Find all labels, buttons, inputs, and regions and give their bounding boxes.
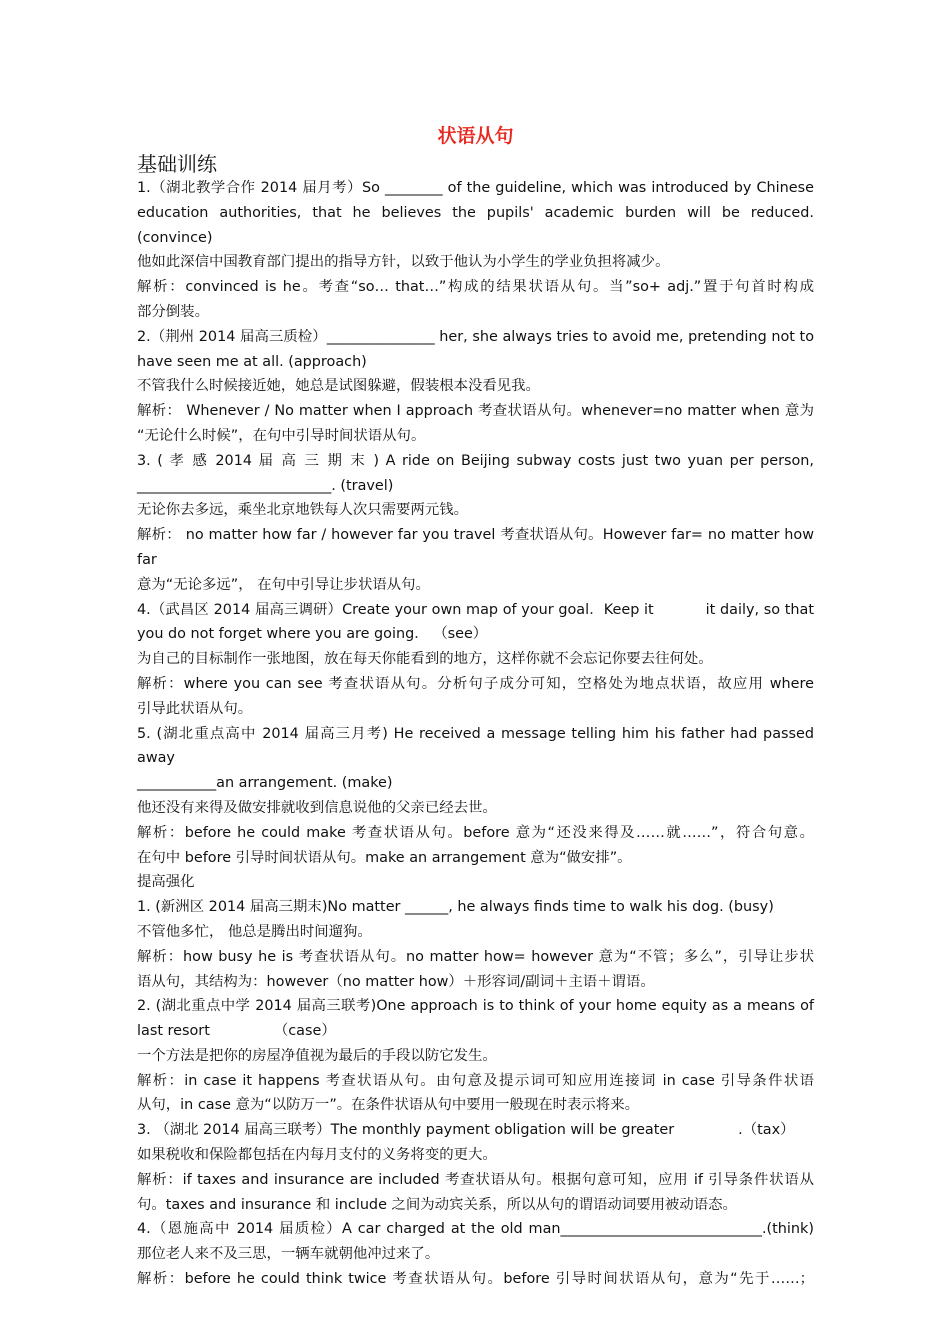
question-text: 2.（荆州 2014 届高三质检）_______________ her, she always tries to avoid me, pretending not to — [137, 328, 814, 345]
question-text-part: 3. （湖北 2014 届高三联考）The monthly payment obligation will be greater — [137, 1122, 675, 1139]
question-text: 2. (湖北重点中学 2014 届高三联考)One approach is to think of your home equity as a means of — [137, 998, 814, 1015]
question-text: 1. (新洲区 2014 届高三期末)No matter ______, he always finds time to walk his dog. (busy) — [137, 899, 774, 916]
answer-analysis: 从句，in case 意为“以防万一”。在条件状语从句中要用一般现在时表示将来。 — [137, 1097, 639, 1114]
answer-analysis: 解析：before he could think twice 考查状语从句。before 引导时间状语从句，意为“先于……； — [137, 1271, 814, 1288]
answer-analysis: 解析：before he could make 考查状语从句。before 意为“还没来得及……就……”，符合句意。 — [137, 824, 814, 841]
question-text: 3. ( 孝 感 2014 届 高 三 期 末 ) A ride on Beijing subway costs just two yuan per person, — [137, 452, 814, 469]
answer-analysis: 解析：convinced is he。考查“so… that…”构成的结果状语从句。当”so+ adj.”置于句首时构成 — [137, 279, 814, 296]
document-page — [137, 118, 814, 1292]
question-text — [137, 598, 814, 623]
answer-analysis: 解析：how busy he is 考查状语从句。no matter how= however 意为“不管；多么”，引导让步状 — [137, 948, 814, 965]
document-title: 状语从句 — [437, 125, 514, 147]
section-heading-advanced: 提高强化 — [137, 874, 195, 891]
question-text-part: .（tax） — [738, 1122, 795, 1139]
translation: 如果税收和保险都包括在内每月支付的义务将变的更大。 — [137, 1147, 497, 1164]
question-text: ___________an arrangement. (make) — [137, 775, 393, 792]
answer-analysis: “无论什么时候”，在句中引导时间状语从句。 — [137, 427, 426, 444]
translation: 他如此深信中国教育部门提出的指导方针，以致于他认为小学生的学业负担将减少。 — [137, 254, 670, 271]
question-text: education authorities, that he believes the pupils' academic burden will be reduced. (convince) — [137, 204, 814, 246]
translation: 那位老人来不及三思，一辆车就朝他冲过来了。 — [137, 1246, 440, 1263]
answer-analysis: 解析： no matter how far / however far you travel 考查状语从句。However far= no matter how far — [137, 527, 814, 568]
translation: 他还没有来得及做安排就收到信息说他的父亲已经去世。 — [137, 799, 497, 816]
question-text: ___________________________. (travel) — [137, 477, 394, 494]
answer-analysis: 解析： Whenever / No matter when I approach 考查状语从句。whenever=no matter when 意为 — [137, 403, 814, 420]
question-text — [137, 1019, 814, 1044]
question-text: 5. (湖北重点高中 2014 届高三月考) He received a message telling him his father had passed away — [137, 725, 814, 767]
translation: 不管我什么时候接近她，她总是试图躲避，假装根本没看见我。 — [137, 378, 540, 395]
section-heading-basic: 基础训练 — [137, 152, 217, 176]
answer-analysis: 在句中 before 引导时间状语从句。make an arrangement 意为“做安排”。 — [137, 849, 632, 866]
question-text — [137, 1118, 814, 1143]
answer-analysis: 解析：where you can see 考查状语从句。分析句子成分可知，空格处为地点状语，故应用 where — [137, 675, 814, 692]
answer-analysis: 解析：if taxes and insurance are included 考查状语从句。根据句意可知，应用 if 引导条件状语从 — [137, 1171, 814, 1188]
answer-analysis: 引导此状语从句。 — [137, 700, 253, 717]
question-text-part: last resort — [137, 1023, 210, 1040]
answer-analysis: 部分倒装。 — [137, 303, 209, 320]
question-text: have seen me at all. (approach) — [137, 353, 367, 370]
translation: 一个方法是把你的房屋净值视为最后的手段以防它发生。 — [137, 1047, 497, 1064]
answer-analysis: 语从句，其结构为：however（no matter how）＋形容词/副词＋主语＋谓语。 — [137, 973, 655, 990]
translation: 为自己的目标制作一张地图，放在每天你能看到的地方，这样你就不会忘记你要去往何处。 — [137, 651, 713, 668]
translation: 无论你去多远，乘坐北京地铁每人次只需要两元钱。 — [137, 502, 468, 519]
answer-analysis: 意为“无论多远”， 在句中引导让步状语从句。 — [137, 576, 430, 593]
question-text: 1.（湖北教学合作 2014 届月考）So ________ of the guideline, which was introduced by Chinese — [137, 180, 814, 196]
question-text: you do not forget where you are going． （see） — [137, 626, 488, 643]
question-text-part: it daily, so that — [705, 601, 814, 618]
question-text: 4.（恩施高中 2014 届质检）A car charged at the old man____________________________.(think) — [137, 1221, 814, 1238]
question-text-part: （case） — [273, 1023, 336, 1040]
answer-analysis: 解析：in case it happens 考查状语从句。由句意及提示词可知应用连接词 in case 引导条件状语 — [137, 1072, 814, 1089]
answer-analysis: 句。taxes and insurance 和 include 之间为动宾关系，所以从句的谓语动词要用被动语态。 — [137, 1196, 737, 1213]
question-text-part: 4.（武昌区 2014 届高三调研）Create your own map of your goal．Keep it — [137, 601, 654, 618]
translation: 不管他多忙， 他总是腾出时间遛狗。 — [137, 923, 372, 940]
